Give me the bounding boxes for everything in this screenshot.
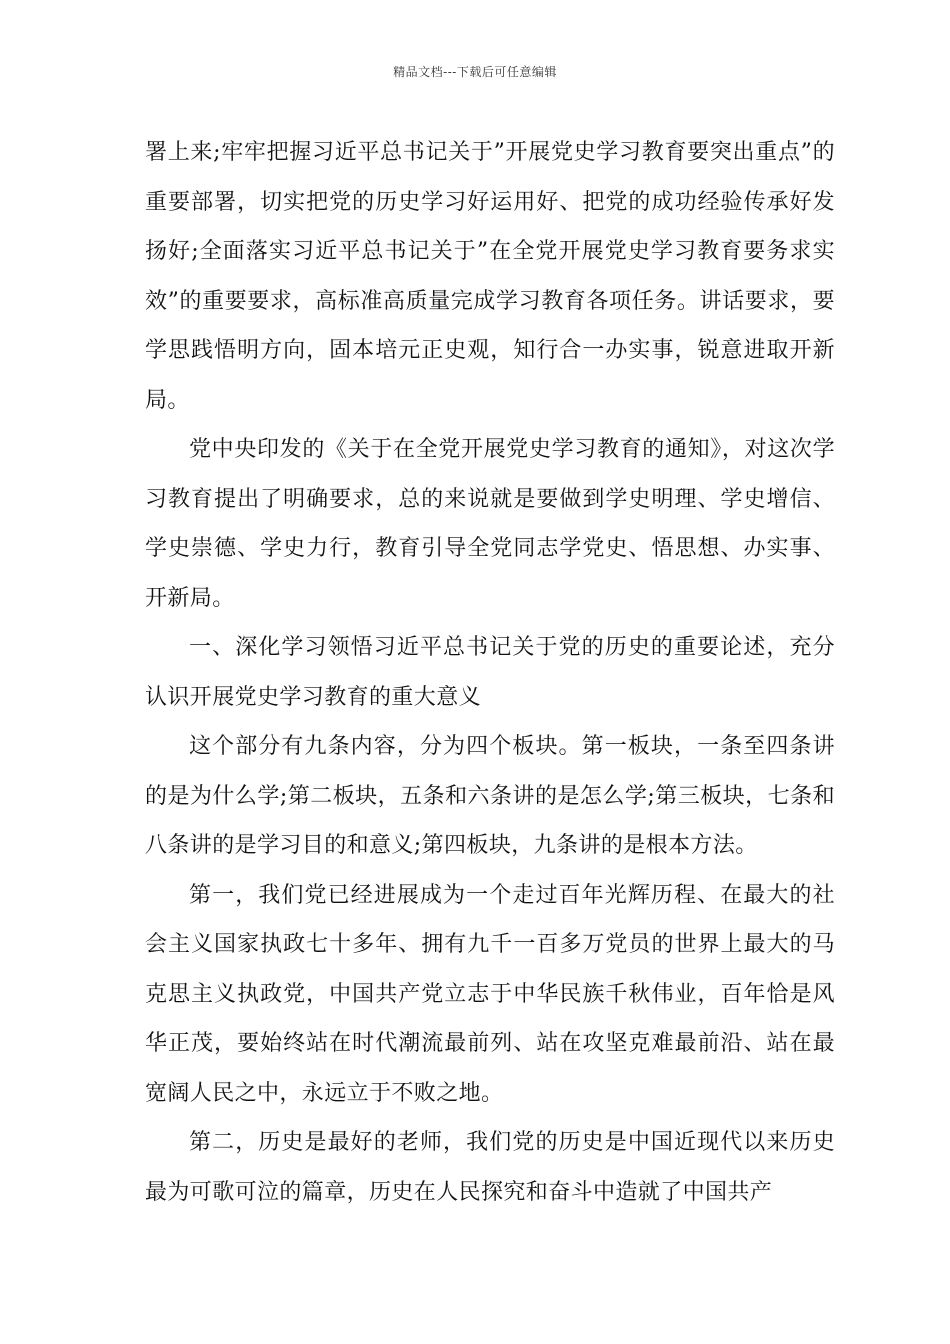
paragraph-continued: 署上来;牢牢把握习近平总书记关于”开展党史学习教育要突出重点”的重要部署，切实把党的历史学习好运用好、把党的成功经验传承好发扬好;全面落实习近平总书记关于”在全党开展党史学习教育要务求实效”的重要要求，高标准高质量完成学习教育各项任务。讲话要求，要学思践悟明方向，固本培元正史观，知行合一办实事，锐意进取开新局。 [145, 140, 835, 413]
paragraph-point-two: 第二，历史是最好的老师，我们党的历史是中国近现代以来历史最为可歌可泣的篇章，历史在人民探究和奋斗中造就了中国共产 [145, 1130, 835, 1205]
paragraph-structure: 这个部分有九条内容，分为四个板块。第一板块，一条至四条讲的是为什么学;第二板块，五条和六条讲的是怎么学;第三板块，七条和八条讲的是学习目的和意义;第四板块，九条讲的是根本方法。 [145, 734, 835, 858]
document-body [145, 128, 835, 1217]
section-heading-one: 一、深化学习领悟习近平总书记关于党的历史的重要论述，充分认识开展党史学习教育的重大意义 [145, 635, 835, 710]
paragraph-notice: 党中央印发的《关于在全党开展党史学习教育的通知》，对这次学习教育提出了明确要求，总的来说就是要做到学史明理、学史增信、学史崇德、学史力行，教育引导全党同志学党史、悟思想、办实事、开新局。 [145, 437, 835, 611]
paragraph-point-one: 第一，我们党已经进展成为一个走过百年光辉历程、在最大的社会主义国家执政七十多年、拥有九千一百多万党员的世界上最大的马克思主义执政党，中国共产党立志于中华民族千秋伟业，百年恰是风华正茂，要始终站在时代潮流最前列、站在攻坚克难最前沿、站在最宽阔人民之中，永远立于不败之地。 [145, 882, 835, 1106]
page-header: 精品文档---下载后可任意编辑 [393, 65, 557, 79]
